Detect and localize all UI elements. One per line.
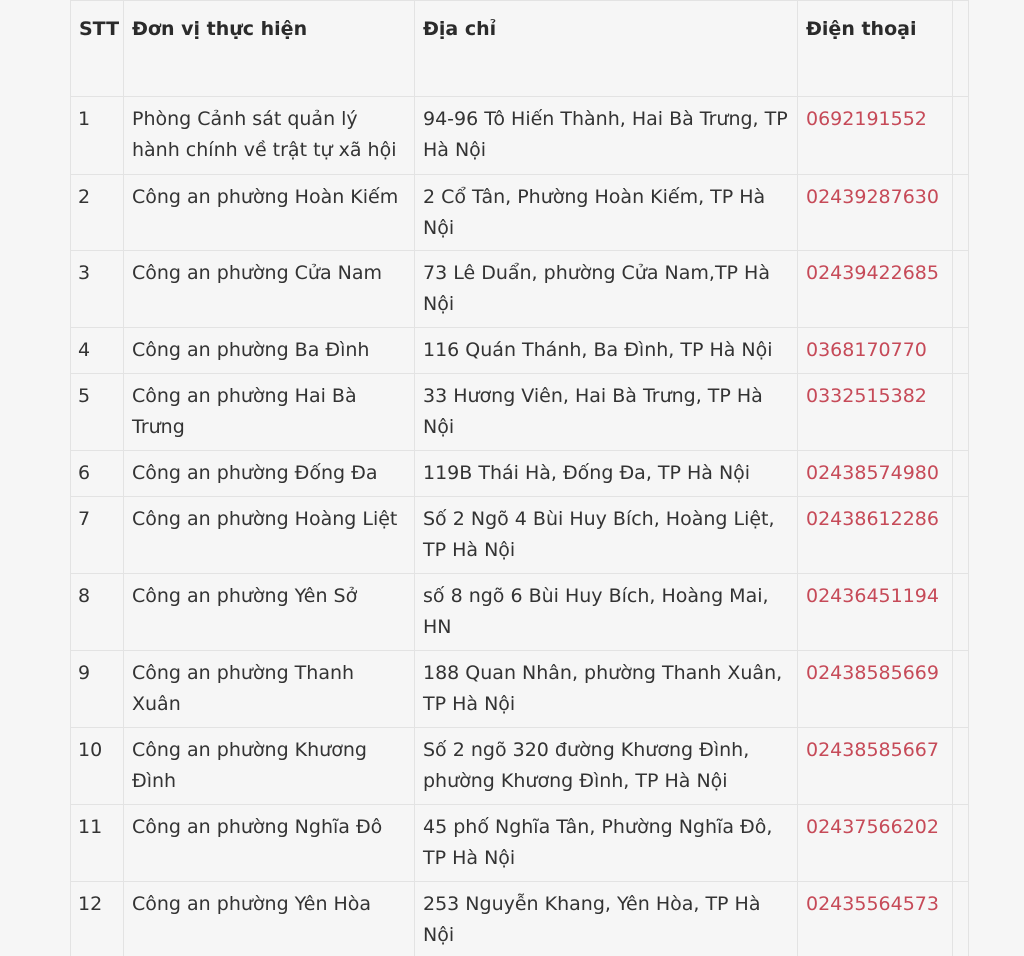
row-unit: Công an phường Nghĩa Đô [124, 805, 415, 882]
row-address: 116 Quán Thánh, Ba Đình, TP Hà Nội [415, 328, 798, 374]
phone-link[interactable]: 02438585669 [806, 662, 939, 684]
row-stt: 11 [71, 805, 124, 882]
phone-link[interactable]: 02438612286 [806, 508, 939, 530]
phone-link[interactable]: 0332515382 [806, 385, 927, 407]
row-stt: 9 [71, 651, 124, 728]
row-phone-cell [798, 451, 953, 497]
phone-link[interactable]: 02438585667 [806, 739, 939, 761]
row-extra-cell [953, 451, 969, 497]
row-extra-cell [953, 328, 969, 374]
table-row [71, 728, 969, 805]
table-row [71, 497, 969, 574]
row-unit: Công an phường Yên Hòa [124, 882, 415, 956]
row-extra-cell [953, 497, 969, 574]
row-unit: Công an phường Ba Đình [124, 328, 415, 374]
phone-link[interactable]: 02438574980 [806, 462, 939, 484]
row-stt: 6 [71, 451, 124, 497]
row-address: số 8 ngõ 6 Bùi Huy Bích, Hoàng Mai, HN [415, 574, 798, 651]
phone-link[interactable]: 0692191552 [806, 108, 927, 130]
row-unit: Công an phường Yên Sở [124, 574, 415, 651]
header-phone: Điện thoại [798, 1, 953, 97]
row-extra-cell [953, 882, 969, 956]
row-address: 119B Thái Hà, Đống Đa, TP Hà Nội [415, 451, 798, 497]
row-stt: 4 [71, 328, 124, 374]
row-phone-cell [798, 882, 953, 956]
row-unit: Phòng Cảnh sát quản lý hành chính về trật tự xã hội [124, 97, 415, 175]
row-stt: 8 [71, 574, 124, 651]
row-unit: Công an phường Hai Bà Trưng [124, 374, 415, 451]
row-address: 45 phố Nghĩa Tân, Phường Nghĩa Đô, TP Hà Nội [415, 805, 798, 882]
row-phone-cell [798, 251, 953, 328]
phone-link[interactable]: 02437566202 [806, 816, 939, 838]
table-row [71, 805, 969, 882]
table-row [71, 451, 969, 497]
row-address: 94-96 Tô Hiến Thành, Hai Bà Trưng, TP Hà Nội [415, 97, 798, 175]
row-unit: Công an phường Thanh Xuân [124, 651, 415, 728]
row-stt: 5 [71, 374, 124, 451]
row-address: 2 Cổ Tân, Phường Hoàn Kiếm, TP Hà Nội [415, 175, 798, 251]
row-extra-cell [953, 97, 969, 175]
phone-link[interactable]: 0368170770 [806, 339, 927, 361]
row-unit: Công an phường Khương Đình [124, 728, 415, 805]
row-extra-cell [953, 251, 969, 328]
row-extra-cell [953, 805, 969, 882]
row-stt: 7 [71, 497, 124, 574]
row-unit: Công an phường Cửa Nam [124, 251, 415, 328]
table-row [71, 574, 969, 651]
row-phone-cell [798, 574, 953, 651]
row-address: 33 Hương Viên, Hai Bà Trưng, TP Hà Nội [415, 374, 798, 451]
header-unit: Đơn vị thực hiện [124, 1, 415, 97]
row-unit: Công an phường Đống Đa [124, 451, 415, 497]
table-row [71, 882, 969, 956]
table-row [71, 97, 969, 175]
table-row [71, 651, 969, 728]
row-address: 188 Quan Nhân, phường Thanh Xuân, TP Hà Nội [415, 651, 798, 728]
row-phone-cell [798, 651, 953, 728]
phone-link[interactable]: 02439422685 [806, 262, 939, 284]
row-phone-cell [798, 805, 953, 882]
row-stt: 2 [71, 175, 124, 251]
row-phone-cell [798, 497, 953, 574]
row-phone-cell [798, 328, 953, 374]
table-row [71, 175, 969, 251]
row-extra-cell [953, 374, 969, 451]
table-row [71, 328, 969, 374]
table-row [71, 251, 969, 328]
header-stt: STT [71, 1, 124, 97]
row-extra-cell [953, 651, 969, 728]
table-row [71, 374, 969, 451]
phone-link[interactable]: 02439287630 [806, 186, 939, 208]
row-extra-cell [953, 175, 969, 251]
header-address: Địa chỉ [415, 1, 798, 97]
row-extra-cell [953, 728, 969, 805]
phone-link[interactable]: 02436451194 [806, 585, 939, 607]
header-extra-cell [953, 1, 969, 97]
row-stt: 1 [71, 97, 124, 175]
row-stt: 12 [71, 882, 124, 956]
row-phone-cell [798, 728, 953, 805]
row-phone-cell [798, 374, 953, 451]
row-address: 73 Lê Duẩn, phường Cửa Nam,TP Hà Nội [415, 251, 798, 328]
phone-link[interactable]: 02435564573 [806, 893, 939, 915]
row-address: Số 2 ngõ 320 đường Khương Đình, phường Khương Đình, TP Hà Nội [415, 728, 798, 805]
table-header-row [71, 1, 969, 97]
row-stt: 10 [71, 728, 124, 805]
row-address: 253 Nguyễn Khang, Yên Hòa, TP Hà Nội [415, 882, 798, 956]
row-extra-cell [953, 574, 969, 651]
police-contact-table [70, 0, 969, 956]
row-phone-cell [798, 97, 953, 175]
row-unit: Công an phường Hoàn Kiếm [124, 175, 415, 251]
row-unit: Công an phường Hoàng Liệt [124, 497, 415, 574]
row-phone-cell [798, 175, 953, 251]
row-stt: 3 [71, 251, 124, 328]
row-address: Số 2 Ngõ 4 Bùi Huy Bích, Hoàng Liệt, TP Hà Nội [415, 497, 798, 574]
